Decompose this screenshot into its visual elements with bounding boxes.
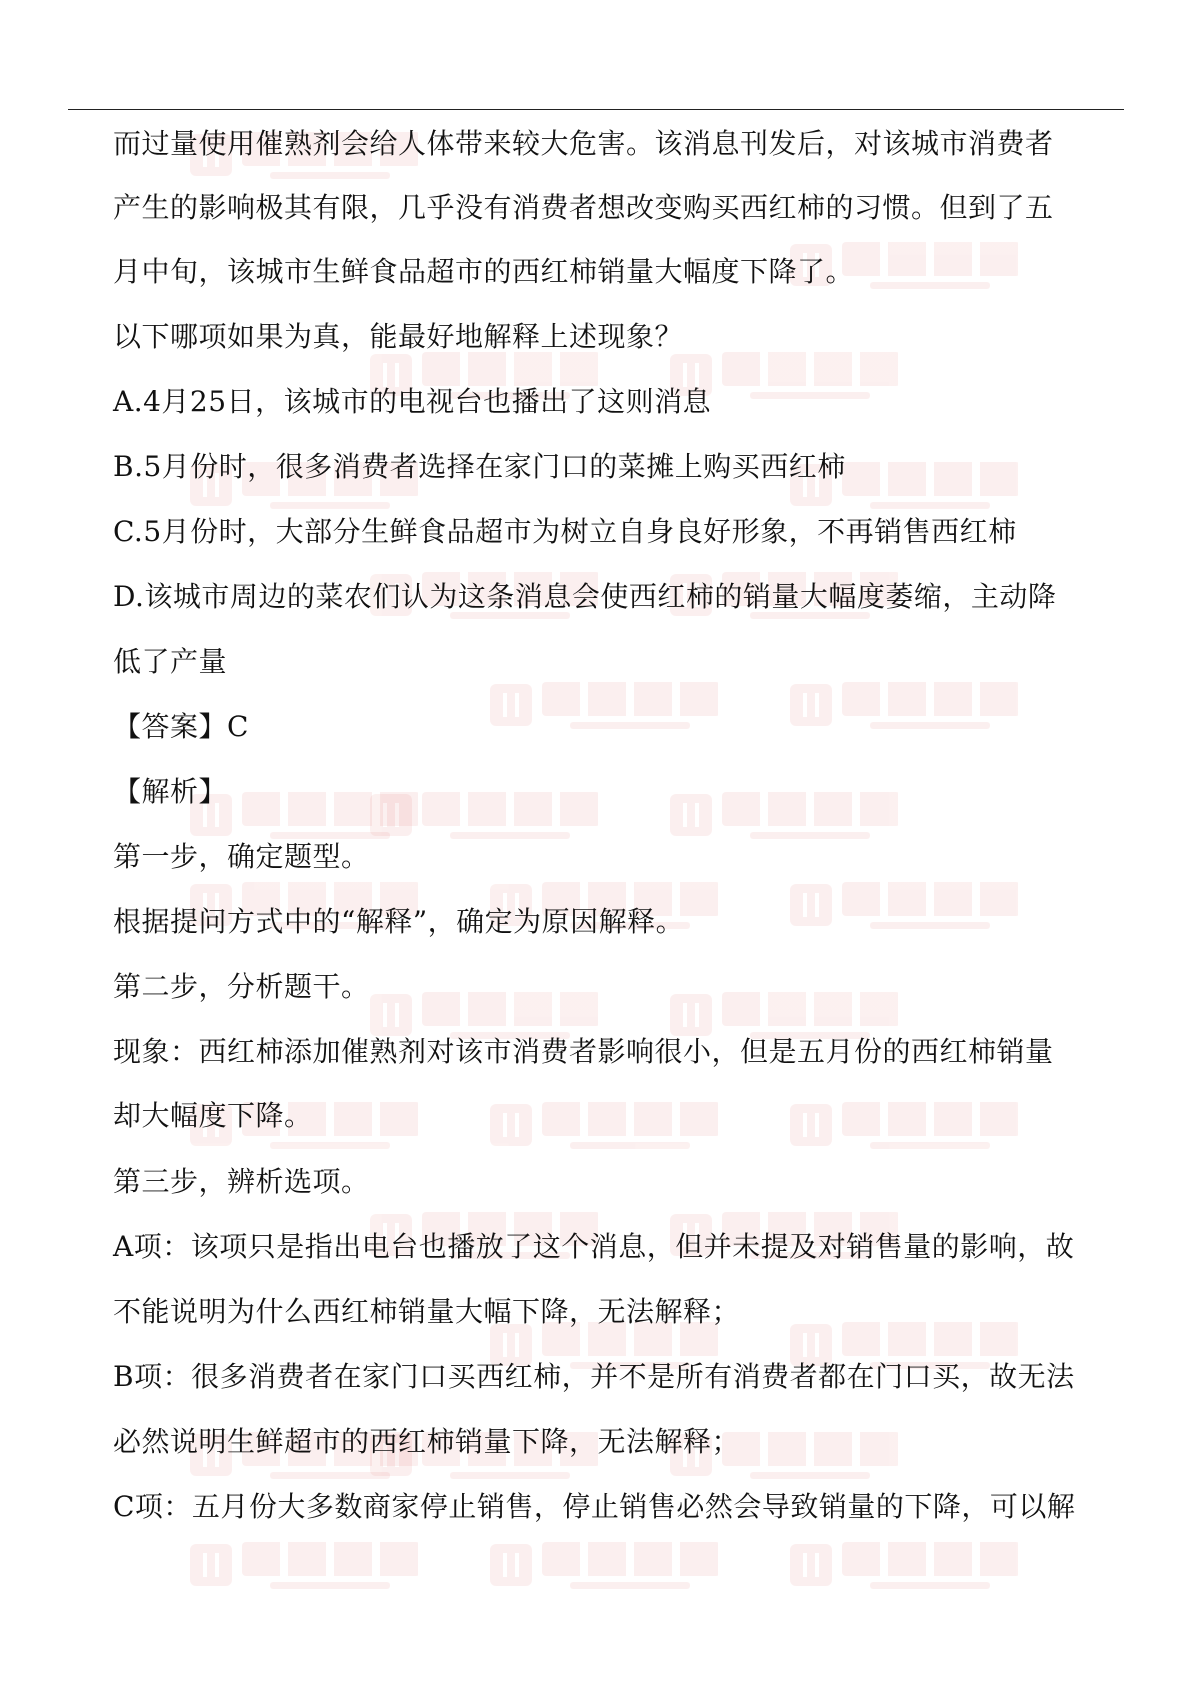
passage-line: 月中旬，该城市生鲜食品超市的西红柿销量大幅度下降了。: [113, 255, 855, 288]
question-line: 以下哪项如果为真，能最好地解释上述现象？: [113, 320, 684, 353]
analysis-line: 根据提问方式中的“解释”，确定为原因解释。: [113, 905, 685, 938]
analysis-line: 现象：西红柿添加催熟剂对该市消费者影响很小，但是五月份的西红柿销量: [113, 1035, 1054, 1068]
option-a: A.4月25日，该城市的电视台也播出了这则消息: [113, 385, 712, 418]
analysis-line: C项：五月份大多数商家停止销售，停止销售必然会导致销量的下降，可以解: [113, 1490, 1076, 1523]
answer-line: 【答案】C: [113, 710, 249, 743]
analysis-line: B项：很多消费者在家门口买西红柿，并不是所有消费者都在门口买，故无法: [113, 1360, 1075, 1393]
analysis-line: 第二步，分析题干。: [113, 970, 370, 1003]
analysis-line: 必然说明生鲜超市的西红柿销量下降，无法解释；: [113, 1425, 741, 1458]
analysis-line: 不能说明为什么西红柿销量大幅下降，无法解释；: [113, 1295, 741, 1328]
option-d-continued: 低了产量: [113, 645, 228, 678]
passage-line: 而过量使用催熟剂会给人体带来较大危害。该消息刊发后，对该城市消费者: [113, 127, 1054, 160]
analysis-line: 第一步，确定题型。: [113, 840, 370, 873]
passage-line: 产生的影响极其有限，几乎没有消费者想改变购买西红柿的习惯。但到了五: [113, 191, 1054, 224]
option-b: B.5月份时，很多消费者选择在家门口的菜摊上购买西红柿: [113, 450, 846, 483]
analysis-line: A项：该项只是指出电台也播放了这个消息，但并未提及对销售量的影响，故: [113, 1230, 1075, 1263]
analysis-line: 却大幅度下降。: [113, 1099, 313, 1132]
option-d: D.该城市周边的菜农们认为这条消息会使西红柿的销量大幅度萎缩，主动降: [113, 580, 1057, 613]
analysis-line: 第三步，辨析选项。: [113, 1165, 370, 1198]
analysis-heading: 【解析】: [113, 775, 228, 808]
option-c: C.5月份时，大部分生鲜食品超市为树立自身良好形象，不再销售西红柿: [113, 515, 1017, 548]
